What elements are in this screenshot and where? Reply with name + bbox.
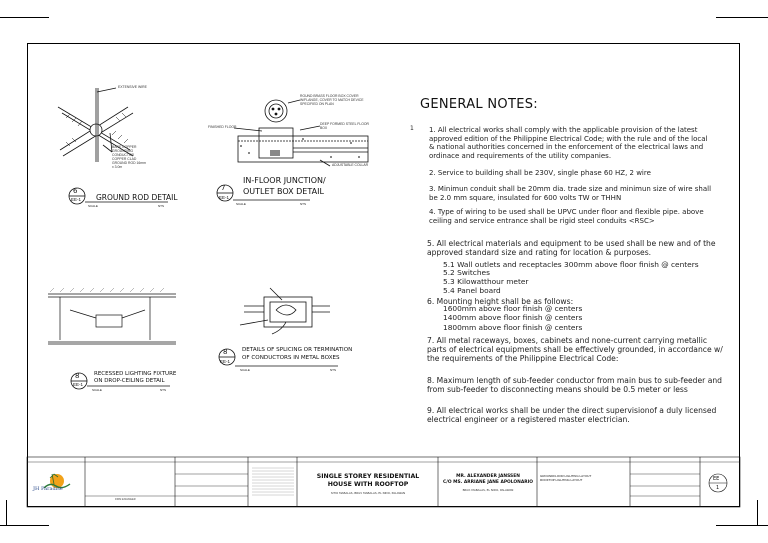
- floorbox-callout-4: ADJUSTABLE COLLAR: [332, 163, 369, 167]
- designer-label: FIRM ENGINEER: [115, 498, 136, 501]
- detail-8b-sheet: EE-1: [220, 359, 231, 364]
- note-6-sub-1: 1600mm above floor finish @ centers: [443, 304, 583, 313]
- detail-8b-num: 8: [223, 348, 228, 356]
- recessed-light-drawing: [48, 294, 176, 344]
- detail-7-title-1: IN-FLOOR JUNCTION/: [243, 176, 326, 185]
- detail-6-nts: NTS: [158, 204, 164, 208]
- note-5-sub-3: 5.3 Kilowatthour meter: [443, 277, 529, 286]
- owner-address: BRGY. MABALAS, EL NIDO, PALAWAN: [462, 488, 514, 492]
- note-5-sub-2: 5.2 Switches: [443, 268, 490, 277]
- note-1: 1. All electrical works shall comply with the applicable provision of the latest approved edition of the Philippine Electrical Code; with the rule and of the local & national authorities concerned in the enforcement of the electrical laws and ordinace and requirements of the utility companies.: [429, 126, 708, 160]
- detail-6-num: 6: [73, 187, 78, 195]
- note-5-sub-1: 5.1 Wall outlets and receptacles 300mm above floor finish @ centers: [443, 260, 699, 269]
- detail-7-nts: NTS: [300, 202, 306, 206]
- detail-8b-nts: NTS: [330, 368, 336, 372]
- owner-name: MR. ALEXANDER JANSSEN: [456, 474, 520, 479]
- floor-box-drawing: [234, 100, 368, 166]
- detail-8b-title-1: DETAILS OF SPLICING OR TERMINATION: [242, 347, 353, 353]
- project-title-1: SINGLE STOREY RESIDENTIAL: [316, 473, 420, 480]
- sheet-number: EE: [713, 476, 720, 482]
- detail-6-title: GROUND ROD DETAIL: [96, 193, 178, 202]
- detail-8b-title-2: OF CONDUCTORS IN METAL BOXES: [242, 355, 340, 361]
- ground-callout-3: COPPER CLAD GROUND ROD 16mm x 3.0m: [112, 157, 146, 169]
- detail-8a-title-1: RECESSED LIGHTING FIXTURE: [94, 371, 177, 377]
- detail-6-sheet: EE-1: [71, 197, 82, 202]
- splicing-drawing: [240, 288, 330, 334]
- detail-7-scale: SCALE: [236, 202, 246, 206]
- sheet-contents-2: ROOFTOP LIGHTING LAYOUT: [540, 478, 583, 482]
- note-6-sub-3: 1800mm above floor finish @ centers: [443, 323, 583, 332]
- note-9: 9. All electrical works shall be under the direct supervisionof a duly licensed electrical engineer or a registered master electrician.: [427, 406, 717, 425]
- owner-care-of: C/O MS. ARRIANE JANE APOLONARIO: [443, 480, 533, 485]
- detail-8a-scale: SCALE: [92, 388, 102, 392]
- detail-8a-num: 8: [75, 372, 80, 380]
- detail-6-scale: SCALE: [88, 204, 98, 208]
- detail-7-sheet: EE-1: [219, 195, 230, 200]
- note-3: 3. Minimun conduit shall be 20mm dia. trade size and minimun size of wire shall be 2.0 mm square, insulated for 600 volts TW or THHN: [429, 185, 712, 202]
- note-4: 4. Type of wiring to be used shall be UPVC under floor and flexible pipe. above ceiling and service entrance shall be rigid steel conduits <RSC>: [429, 208, 704, 225]
- note-6-sub-2: 1400mm above floor finish @ centers: [443, 313, 583, 322]
- floorbox-callout-2: FINISHED FLOOR: [208, 125, 237, 129]
- note-7: 7. All metal raceways, boxes, cabinets and none-current carrying metallic parts of electrical equipments shall be effectively grounded, in accordance w/ the requirements of the Philippine Electrical Code:: [427, 336, 723, 364]
- recessed-light-hatch: [50, 288, 164, 292]
- ground-callout-2: BARE COPPER GROUNDING CONDUCTOR: [112, 145, 137, 157]
- sheet-contents-1: GROUNDFLOOR LIGHTING LAYOUT: [540, 474, 592, 478]
- detail-8a-nts: NTS: [160, 388, 166, 392]
- floorbox-callout-3: DEEP FORMED STEEL FLOOR BOX: [320, 122, 369, 130]
- floorbox-callout-1: ROUND BRASS FLOOR BOX COVER W/FLANGE, COVER TO MATCH DEVICE SPECIFIED ON PLAN: [300, 94, 364, 106]
- project-location: SITIO MABALAS, BRGY. MABALAS, EL NIDO, PALAWAN: [330, 491, 406, 495]
- notes-marker: 1: [410, 125, 414, 132]
- note-5-sub-4: 5.4 Panel board: [443, 286, 501, 295]
- detail-8a-sheet: EE-1: [73, 382, 84, 387]
- detail-7-title-2: OUTLET BOX DETAIL: [243, 187, 324, 196]
- spec-lines: [252, 468, 294, 495]
- general-notes-title: GENERAL NOTES:: [420, 97, 538, 112]
- note-6: 6. Mounting height shall be as follows:: [427, 297, 574, 306]
- note-2: 2. Service to building shall be 230V, single phase 60 HZ, 2 wire: [429, 169, 651, 177]
- sheet-sub-number: 1: [716, 485, 720, 491]
- detail-8b-scale: SCALE: [240, 368, 250, 372]
- ground-callout-1: EXTENSIVE WIRE: [118, 85, 147, 89]
- project-title-2: HOUSE WITH ROOFTOP: [327, 481, 409, 488]
- detail-8a-title-2: ON DROP-CEILING DETAIL: [94, 378, 165, 384]
- note-5: 5. All electrical materials and equipment to be used shall be new and of the approved standard size and rating for location & purposes.: [427, 239, 716, 258]
- note-8: 8. Maximum length of sub-feeder conductor from main bus to sub-feeder and from sub-feeder to disconnecting means should be 0.5 meter or less: [427, 376, 722, 395]
- logo-text: JH Paradise: [33, 486, 63, 492]
- detail-7-num: 7: [221, 184, 226, 192]
